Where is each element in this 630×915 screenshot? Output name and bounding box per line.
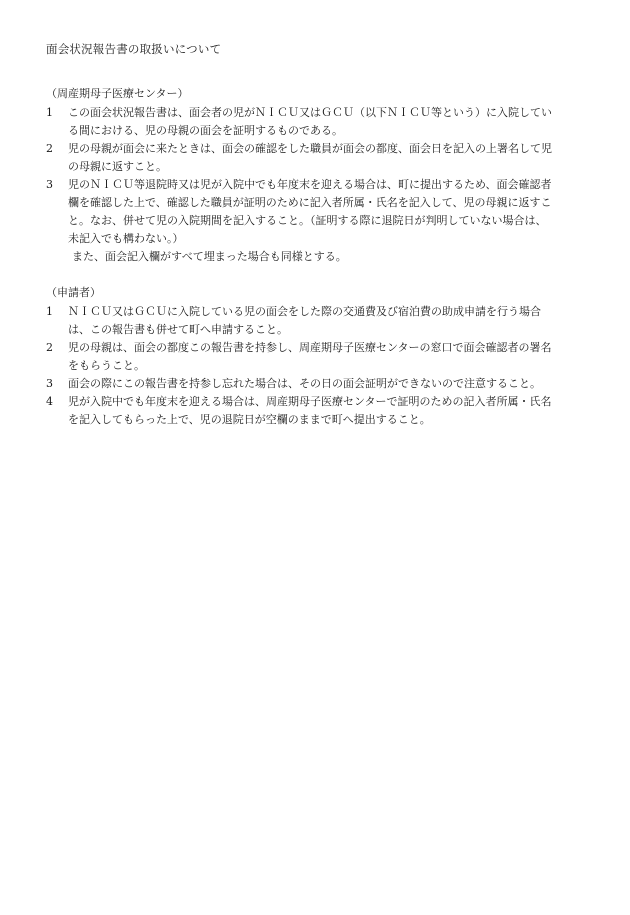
item-text: この面会状況報告書は、面会者の児がＮＩＣＵ又はＧＣＵ（以下ＮＩＣＵ等という）に入院してい る間における、児の母親の面会を証明するものである。 [68, 106, 552, 137]
item-number: 2 [46, 142, 53, 155]
item-text: 児の母親は、面会の都度この報告書を持参し、周産期母子医療センターの窓口で面会確認者の署名 をもらうこと。 [68, 341, 552, 372]
item-number: 1 [46, 106, 53, 119]
list-item [46, 303, 591, 339]
section-heading-applicant: （申請者） [46, 286, 101, 299]
section-applicant [46, 284, 591, 429]
document-title: 面会状況報告書の取扱いについて [46, 42, 222, 56]
item-number: 4 [46, 395, 53, 408]
item-number: 1 [46, 305, 53, 318]
list-item [46, 176, 591, 248]
section-perinatal-center [46, 85, 591, 266]
document-page [46, 40, 591, 447]
item-text: ＮＩＣＵ又はＧＣＵに入院している児の面会をした際の交通費及び宿泊費の助成申請を行う場合 は、この報告書も併せて町へ申請すること。 [68, 305, 541, 336]
item-text: 児の母親が面会に来たときは、面会の確認をした職員が面会の都度、面会日を記入の上署名して児 の母親に返すこと。 [68, 142, 552, 173]
item-number: 2 [46, 341, 53, 354]
list-item [46, 393, 591, 429]
item-text: 児のＮＩＣＵ等退院時又は児が入院中でも年度末を迎える場合は、町に提出するため、面会確認者 欄を確認した上で、確認した職員が証明のために記入者所属・氏名を記入して、児の母親に返すこ と。なお、併せて児の入院期間を記入すること。（証明する際に退院日が判明していない場合は、 未記入でも構わない。） [68, 178, 552, 245]
section-note: また、面会記入欄がすべて埋まった場合も同様とする。 [72, 250, 347, 263]
item-text: 面会の際にこの報告書を持参し忘れた場合は、その日の面会証明ができないので注意すること。 [68, 377, 541, 390]
item-number: 3 [46, 178, 53, 191]
list-item [46, 140, 591, 176]
list-item [46, 104, 591, 140]
item-text: 児が入院中でも年度末を迎える場合は、周産期母子医療センターで証明のための記入者所属・氏名 を記入してもらった上で、児の退院日が空欄のままで町へ提出すること。 [68, 395, 552, 426]
list-item [46, 375, 591, 393]
list-item [46, 339, 591, 375]
section-heading-center: （周産期母子医療センター） [46, 87, 189, 100]
item-number: 3 [46, 377, 53, 390]
